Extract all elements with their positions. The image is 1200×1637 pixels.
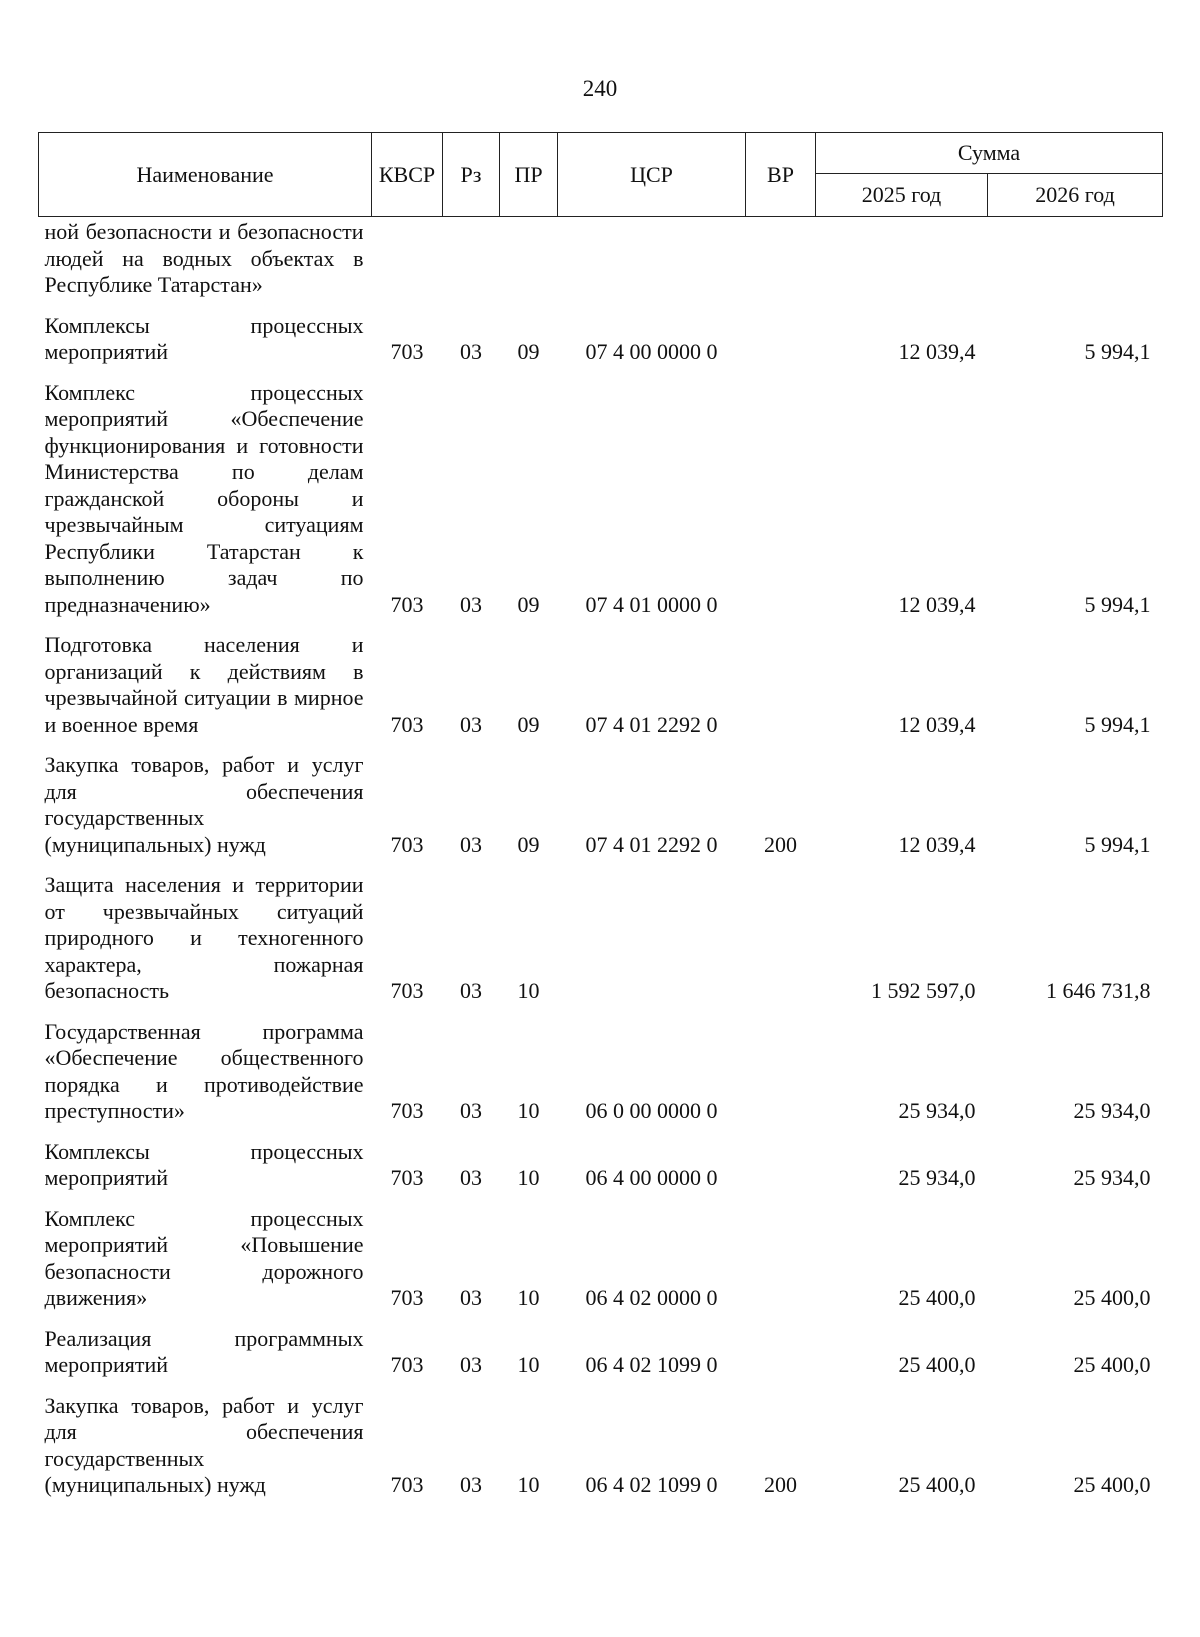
header-sum: Сумма	[816, 133, 1163, 174]
table-row	[39, 217, 1163, 299]
row-vr	[746, 1005, 816, 1125]
row-sum-2025: 25 934,0	[898, 1098, 976, 1123]
table-row	[39, 1125, 1163, 1192]
row-rz: 03	[460, 1165, 482, 1190]
table-row	[39, 299, 1163, 366]
row-pr: 10	[517, 978, 540, 1003]
row-kvsr	[372, 217, 443, 299]
table-header	[39, 133, 1163, 217]
page-number: 240	[582, 76, 618, 101]
row-rz: 03	[460, 1098, 482, 1123]
row-kvsr: 703	[390, 1285, 424, 1310]
row-sum-2026: 25 400,0	[1073, 1352, 1151, 1377]
row-pr: 10	[517, 1285, 540, 1310]
row-sum-2025: 12 039,4	[898, 831, 976, 857]
header-kvsr: КВСР	[372, 133, 443, 217]
row-sum-2026: 25 400,0	[1073, 1285, 1151, 1310]
row-pr: 09	[517, 339, 540, 364]
row-sum-2025: 12 039,4	[898, 591, 976, 617]
row-kvsr: 703	[390, 711, 424, 737]
header-vr: ВР	[746, 133, 816, 217]
row-name: Защита населения и территории от чрезвычайных ситуаций природного и техногенного характера, пожарная безопасность	[44, 872, 364, 1003]
table-row	[39, 858, 1163, 1005]
table-row	[39, 1379, 1163, 1499]
row-vr	[746, 1125, 816, 1192]
row-rz: 03	[460, 1285, 482, 1310]
row-vr	[746, 217, 816, 299]
row-kvsr: 703	[390, 831, 424, 857]
row-vr	[746, 299, 816, 366]
row-csr: 06 4 02 1099 0	[585, 1352, 718, 1377]
row-csr: 06 4 02 0000 0	[585, 1285, 718, 1310]
row-csr: 06 4 02 1099 0	[585, 1472, 718, 1497]
table-row	[39, 1005, 1163, 1125]
header-year-2026: 2026 год	[988, 174, 1163, 217]
row-sum-2026: 1 646 731,8	[1046, 978, 1151, 1003]
row-pr: 09	[517, 591, 540, 617]
table-row	[39, 1312, 1163, 1379]
row-vr	[746, 366, 816, 619]
row-vr: 200	[764, 1472, 797, 1497]
row-name: Закупка товаров, работ и услуг для обеспечения государственных (муниципальных) нужд	[44, 1392, 364, 1497]
row-vr	[746, 858, 816, 1005]
row-rz: 03	[460, 831, 482, 857]
row-pr: 10	[517, 1165, 540, 1190]
row-sum-2025: 25 400,0	[898, 1352, 976, 1377]
row-vr	[746, 1312, 816, 1379]
row-rz: 03	[460, 339, 482, 364]
row-name: Закупка товаров, работ и услуг для обеспечения государственных (муниципальных) нужд	[44, 752, 364, 857]
budget-table	[38, 132, 1163, 1499]
row-rz: 03	[460, 978, 482, 1003]
row-rz	[443, 217, 500, 299]
row-sum-2025: 1 592 597,0	[871, 978, 976, 1003]
row-kvsr: 703	[390, 1352, 424, 1377]
header-year-2025: 2025 год	[816, 174, 988, 217]
row-sum-2025: 25 400,0	[898, 1472, 976, 1497]
row-csr: 07 4 01 2292 0	[585, 711, 718, 737]
row-sum-2026: 25 934,0	[1073, 1165, 1151, 1190]
header-csr: ЦСР	[558, 133, 746, 217]
row-sum-2026: 25 934,0	[1073, 1098, 1151, 1123]
row-kvsr: 703	[390, 1098, 424, 1123]
row-name: Комплексы процессных мероприятий	[44, 312, 364, 364]
row-name: Государственная программа «Обеспечение общественного порядка и противодействие преступности»	[44, 1018, 364, 1123]
row-csr: 07 4 01 0000 0	[585, 591, 718, 617]
row-vr	[746, 618, 816, 738]
row-sum-2025: 25 934,0	[898, 1165, 976, 1190]
row-name: Комплексы процессных мероприятий	[44, 1138, 364, 1190]
row-name: Подготовка населения и организаций к действиям в чрезвычайной ситуации в мирное и военное время	[44, 632, 364, 737]
row-sum-2025: 12 039,4	[898, 711, 976, 737]
row-sum-2026: 25 400,0	[1073, 1472, 1151, 1497]
row-rz: 03	[460, 1352, 482, 1377]
row-name: Комплекс процессных мероприятий «Повышение безопасности дорожного движения»	[44, 1205, 364, 1310]
header-rz: Рз	[443, 133, 500, 217]
row-kvsr: 703	[390, 339, 424, 364]
row-kvsr: 703	[390, 978, 424, 1003]
row-pr: 10	[517, 1352, 540, 1377]
row-name: ной безопасности и безопасности людей на водных объектах в Республике Татарстан»	[44, 219, 364, 297]
row-kvsr: 703	[390, 591, 424, 617]
row-csr: 06 4 00 0000 0	[585, 1165, 718, 1190]
row-csr: 06 0 00 0000 0	[585, 1098, 718, 1123]
table-row	[39, 618, 1163, 738]
row-csr	[558, 217, 746, 299]
row-rz: 03	[460, 711, 482, 737]
header-name: Наименование	[39, 133, 372, 217]
row-vr	[746, 1192, 816, 1312]
row-sum-2026: 5 994,1	[1084, 831, 1151, 857]
table-row	[39, 1192, 1163, 1312]
row-pr: 10	[517, 1098, 540, 1123]
row-pr: 09	[517, 711, 540, 737]
table-row	[39, 738, 1163, 858]
row-pr: 09	[517, 831, 540, 857]
row-sum-2025	[816, 217, 988, 299]
row-sum-2025: 12 039,4	[898, 339, 976, 364]
row-rz: 03	[460, 591, 482, 617]
row-kvsr: 703	[390, 1472, 424, 1497]
row-vr: 200	[764, 831, 797, 857]
row-csr	[558, 858, 746, 1005]
row-kvsr: 703	[390, 1165, 424, 1190]
table-body	[39, 217, 1163, 1499]
row-sum-2026: 5 994,1	[1084, 339, 1151, 364]
row-sum-2025: 25 400,0	[898, 1285, 976, 1310]
row-sum-2026: 5 994,1	[1084, 591, 1151, 617]
row-sum-2026	[988, 217, 1163, 299]
row-name: Реализация программных мероприятий	[44, 1325, 364, 1377]
row-pr	[500, 217, 558, 299]
row-pr: 10	[517, 1472, 540, 1497]
header-pr: ПР	[500, 133, 558, 217]
row-csr: 07 4 01 2292 0	[585, 831, 718, 857]
table-row	[39, 366, 1163, 619]
row-sum-2026: 5 994,1	[1084, 711, 1151, 737]
row-rz: 03	[460, 1472, 482, 1497]
row-csr: 07 4 00 0000 0	[585, 339, 718, 364]
row-name: Комплекс процессных мероприятий «Обеспечение функционирования и готовности Министерства по делам гражданской обороны и чрезвычайным ситуациям Республики Татарстан к выполнению задач по предназначению»	[44, 379, 364, 617]
